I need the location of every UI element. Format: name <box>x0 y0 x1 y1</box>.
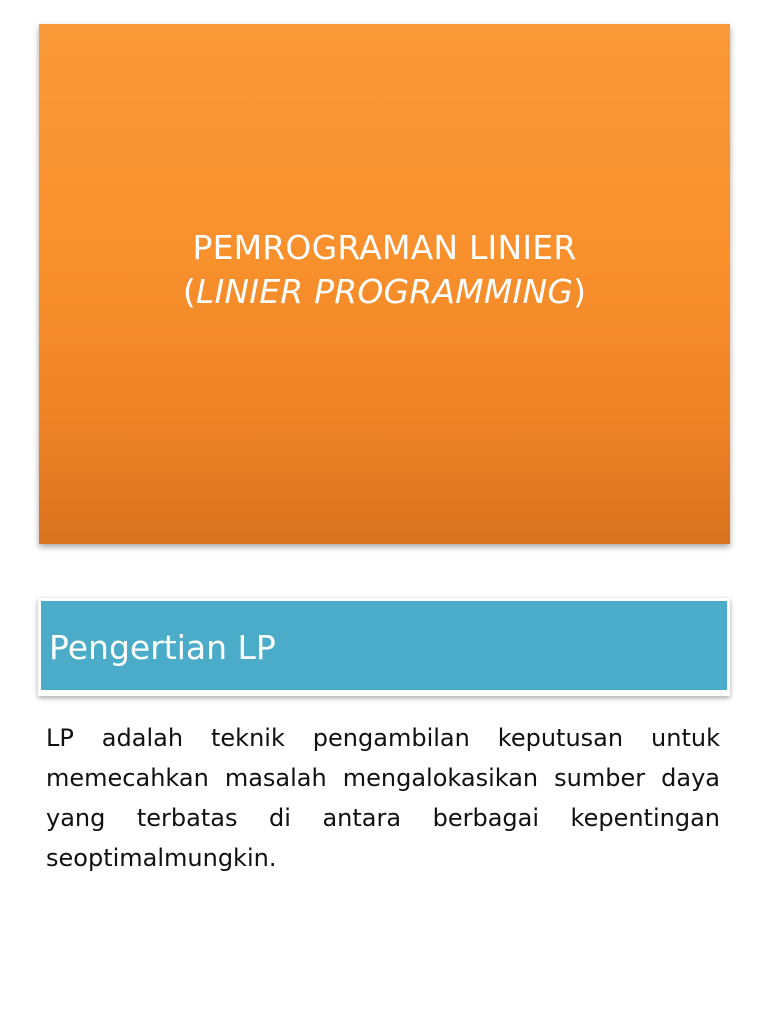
slide-title-line2 <box>39 270 730 314</box>
slide-title <box>39 226 730 314</box>
section-header-bar <box>38 598 730 696</box>
section-body-text: LP adalah teknik pengambilan keputusan untuk memecahkan masalah mengalokasikan sumber daya yang terbatas di antara berbagai kepentingan seoptimalmungkin. <box>46 724 720 872</box>
slide-title-line1: PEMROGRAMAN LINIER <box>192 228 577 267</box>
title-slide <box>39 24 730 544</box>
section-header-fill <box>41 601 727 690</box>
slide-title-italic: LINIER PROGRAMMING <box>195 272 574 311</box>
section-title: Pengertian LP <box>49 628 276 667</box>
slide-title-close-paren: ) <box>573 272 587 311</box>
slide-title-open-paren: ( <box>182 272 196 311</box>
